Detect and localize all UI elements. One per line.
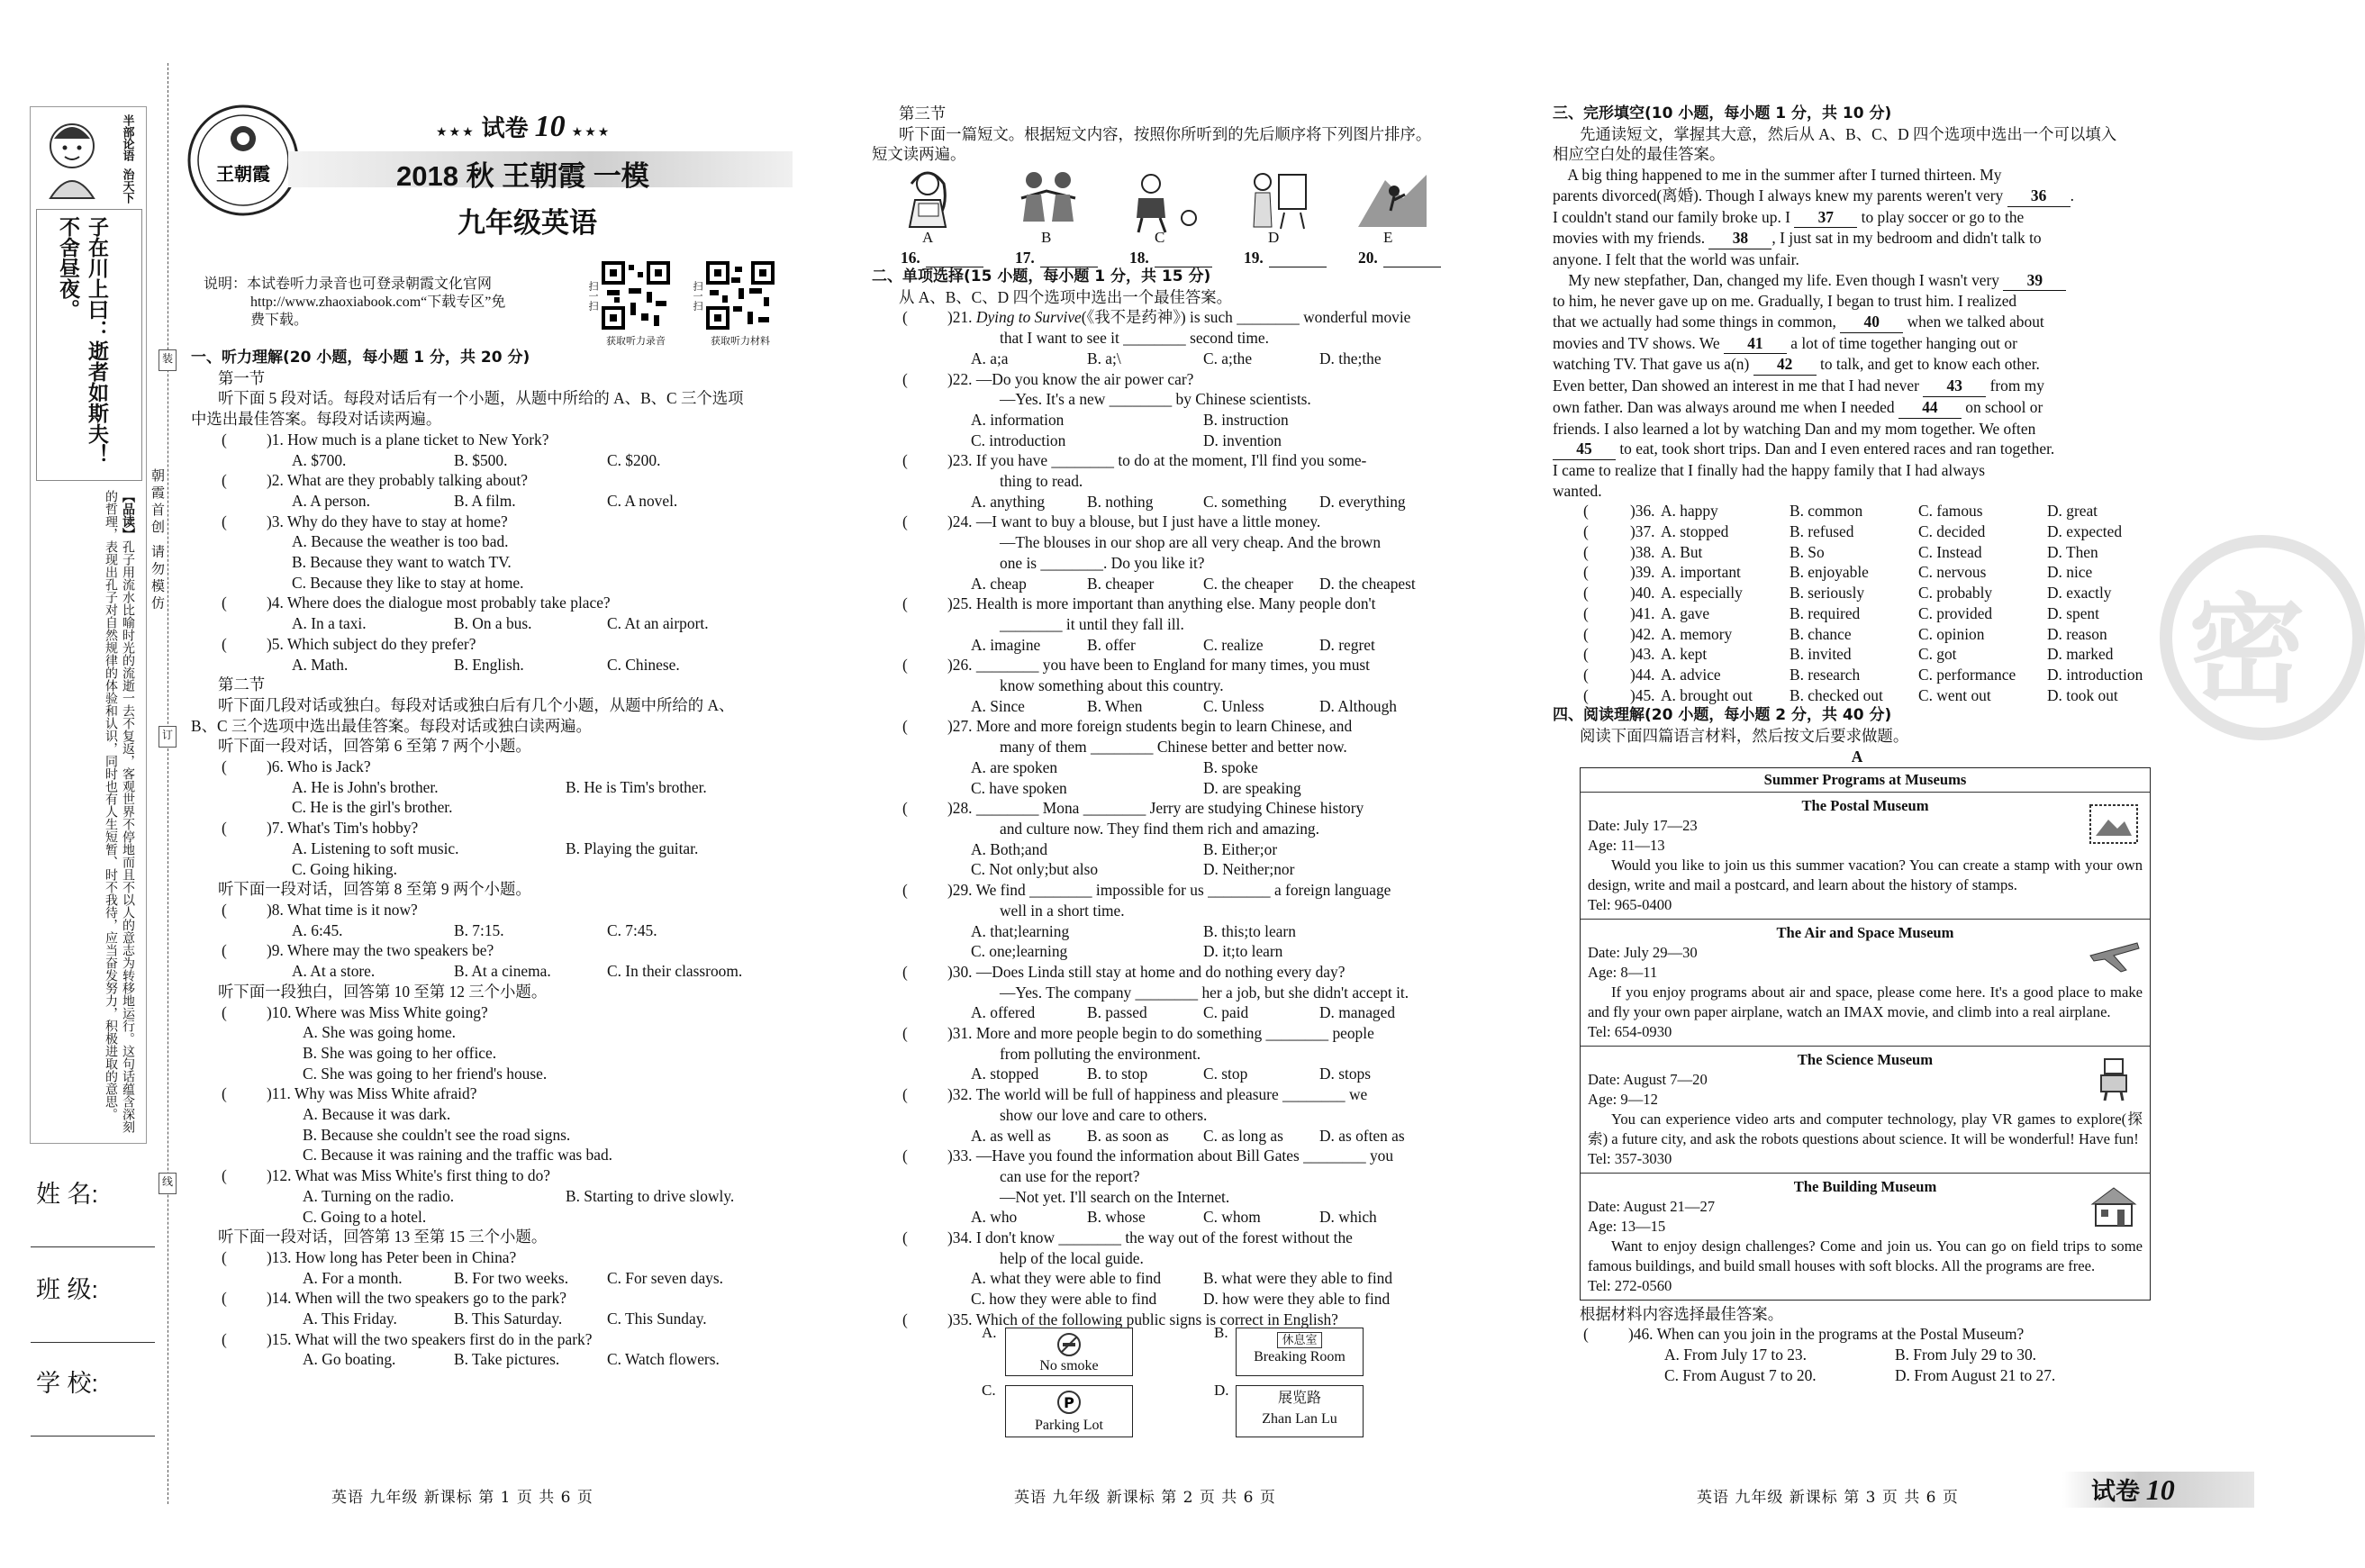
picture-label-b: B [1041, 229, 1052, 246]
question-13[interactable]: ( )13. How long has Peter been in China? [222, 1247, 517, 1266]
option[interactable]: C. Because they like to stay at home. [292, 573, 524, 592]
museum-date: Date: July 17—23 [1588, 816, 1698, 834]
robot-icon [2087, 1056, 2141, 1101]
dialogue-note: 听下面一段对话，回答第 8 至第 9 两个小题。 [218, 880, 531, 899]
sign-a[interactable]: No smoke [1005, 1328, 1133, 1376]
picture-label-a: A [922, 229, 934, 246]
passage-line: friends. I also learned a lot by watching Dan and my mom together. We often [1553, 419, 2036, 438]
proverb-badge: 半部论语 治天下 [121, 114, 135, 204]
question-22[interactable]: ( )22. —Do you know the air power car? —Yes. It's a new ________ by Chinese scientists. A. information B. instruction C. introduction D. invention [902, 369, 1311, 449]
man-painting-icon [1243, 168, 1311, 231]
cloze-options [1553, 501, 2161, 705]
cloze-question-41[interactable]: ( )41. A. gave B. required C. provided D. spent [1583, 603, 2099, 622]
options[interactable]: A. $700. B. $500. C. $200. [292, 450, 661, 469]
picture-row [897, 168, 1455, 249]
question-1[interactable]: ( )1. How much is a plane ticket to New York? [222, 430, 549, 449]
part-heading: 第二节 [218, 675, 266, 694]
seal-word-1: 装 [159, 349, 177, 371]
passage-line: movies and TV shows. We 41 a lot of time together hanging out or [1553, 333, 2161, 355]
name-field-label: 姓 名: [36, 1181, 99, 1208]
question-2[interactable]: ( )2. What are they probably talking about? [222, 471, 528, 490]
museum-tel: Tel: 357-3030 [1588, 1149, 1672, 1167]
passage-line: I couldn't stand our family broke up. I 37 to play soccer or go to the [1553, 207, 2161, 229]
passage-line: A big thing happened to me in the summer after I turned thirteen. My [1553, 166, 2002, 185]
corner-paper-number: 试卷 10 [2091, 1473, 2175, 1506]
question-5[interactable]: ( )5. Which subject do they prefer? [222, 634, 476, 653]
page-footer-3: 英语 九年级 新课标 第 3 页 共 6 页 [1697, 1489, 1959, 1507]
option[interactable]: A. She was going home. [303, 1023, 457, 1042]
dialogue-note: 听下面一段独白，回答第 10 至第 12 三个小题。 [218, 982, 548, 1001]
single-choice-section [872, 267, 1484, 1330]
question-46[interactable]: ( )46. When can you join in the programs at the Postal Museum? [1583, 1325, 2025, 1344]
passage-line: Even better, Dan showed an interest in me that I had never 43 from my [1553, 376, 2161, 397]
no-smoking-icon [1056, 1331, 1083, 1358]
passage-line: movies with my friends. 38 , I just sat in my bedroom and didn't talk to [1553, 228, 2161, 249]
stamp-icon [2087, 802, 2141, 847]
museum-table [1580, 767, 2151, 1301]
passage-letter: A [1851, 747, 1863, 766]
option[interactable]: B. Because they want to watch TV. [292, 553, 512, 572]
table-title: Summer Programs at Museums [1763, 770, 1967, 788]
passage-line: parents divorced(离婚). Though I always knew my parents weren't very 36 . [1553, 186, 2161, 207]
svg-text:P: P [1064, 1394, 1074, 1411]
qr-code-material-icon[interactable] [706, 261, 775, 330]
museum-age: Age: 8—11 [1588, 963, 1658, 981]
confucius-cartoon-icon [34, 112, 110, 202]
museum-entry [1581, 919, 2150, 1046]
sign-d-letter: D. [1214, 1382, 1229, 1399]
question-14[interactable]: ( )14. When will the two speakers go to the park? [222, 1289, 566, 1308]
wangzhaoxia-logo-icon [180, 97, 306, 223]
picture-label-c: C [1155, 229, 1165, 246]
options[interactable]: A. Go boating. B. Take pictures. C. Watch flowers. [303, 1350, 720, 1369]
options[interactable]: A. 6:45. B. 7:15. C. 7:45. [292, 920, 657, 939]
cloze-blank[interactable]: 43 [1923, 376, 1986, 397]
museum-description: Want to enjoy design challenges? Come and join us. You can go on field trips to some famous buildings, and build small houses with soft blocks. All the programs are free. [1588, 1237, 2143, 1274]
section-heading: 三、完形填空(10 小题，每小题 1 分，共 10 分) [1553, 104, 1892, 122]
instruction: 从 A、B、C、D 四个选项中选出一个最佳答案。 [899, 287, 1233, 306]
question-9[interactable]: ( )9. Where may the two speakers be? [222, 941, 494, 960]
instruction: B、C 三个选项中选出最佳答案。每段对话或独白读两遍。 [191, 716, 592, 735]
museum-age: Age: 9—12 [1588, 1090, 1658, 1108]
question-32[interactable]: ( )32. The world will be full of happiness and pleasure ________ we show our love and care to others. A. as well as B. as soon as C. as long as D. as often as [902, 1085, 1405, 1145]
question-21[interactable]: ( )21. Dying to Survive(《我不是药神》) is such ________ wonderful movie that I want to see it ________ second time. A. a;a B. a;\ C. a;the D. the;the [902, 308, 1411, 367]
options[interactable]: A. At a store. B. At a cinema. C. In their classroom. [292, 962, 743, 981]
cloze-question-38[interactable]: ( )38. A. But B. So C. Instead D. Then [1583, 542, 2098, 561]
copyright-stamp: 朝霞首创 请勿模仿 [150, 468, 165, 613]
museum-entry [1581, 792, 2150, 919]
museum-tel: Tel: 965-0400 [1588, 895, 1672, 913]
seal-word-3: 线 [159, 1173, 177, 1194]
museum-tel: Tel: 654-0930 [1588, 1022, 1672, 1040]
question-25[interactable]: ( )25. Health is more important than anything else. Many people don't ________ it until they fall ill. A. imagine B. offer C. realize D. regret [902, 594, 1376, 654]
option[interactable]: C. She was going to her friend's house. [303, 1064, 548, 1083]
museum-name: The Postal Museum [1801, 796, 1929, 814]
option[interactable]: A. Because it was dark. [303, 1105, 451, 1124]
question-26[interactable]: ( )26. ________ you have been to England for many times, you must know something about this country. A. Since B. When C. Unless D. Although [902, 656, 1397, 715]
museum-description: Would you like to join us this summer vacation? You can create a stamp with your own design, write and mail a postcard, and learn about the history of stamps. [1588, 856, 2143, 893]
cloze-question-42[interactable]: ( )42. A. memory B. chance C. opinion D. reason [1583, 624, 2107, 643]
picture-order-answers: 16. 17. 18. 19. 20. [901, 249, 1472, 267]
column-two [872, 104, 1484, 165]
options[interactable]: A. Listening to soft music. B. Playing the guitar. [292, 838, 699, 857]
sign-c-letter: C. [982, 1382, 996, 1399]
instruction: 根据材料内容选择最佳答案。 [1580, 1304, 1784, 1323]
option[interactable]: C. He is the girl's brother. [292, 798, 453, 817]
cloze-blank[interactable]: 39 [2003, 270, 2066, 292]
question-30[interactable]: ( )30. —Does Linda still stay at home and do nothing every day? —Yes. The company ________ her a job, but she didn't accept it. A. offered B. passed C. paid D. managed [902, 962, 1409, 1022]
parking-icon [1056, 1389, 1083, 1416]
question-29[interactable]: ( )29. We find ________ impossible for us ________ a foreign language well in a short time. A. that;learning B. this;to learn C. one;learning D. it;to learn [902, 881, 1391, 961]
class-field-label: 班 级: [36, 1276, 99, 1303]
pindu-label: 【品读】 [122, 490, 136, 540]
qr-code-audio-icon[interactable] [602, 261, 670, 330]
house-icon [2087, 1183, 2141, 1228]
option[interactable]: B. She was going to her office. [303, 1043, 497, 1062]
question-10[interactable]: ( )10. Where was Miss White going? [222, 1002, 488, 1021]
confucius-quote: 子在川上曰：逝者如斯夫！不舍昼夜。 [57, 216, 109, 465]
instruction: 听下面一篇短文。根据短文内容，按照你所听到的先后顺序将下列图片排序。 [899, 124, 1432, 143]
passage-line: My new stepfather, Dan, changed my life. Even though I wasn't very 39 [1553, 270, 2161, 292]
cloze-blank[interactable]: 44 [1898, 397, 1962, 419]
options[interactable]: A. Turning on the radio. B. Starting to drive slowly. [303, 1186, 735, 1205]
school-field-label: 学 校: [36, 1370, 99, 1397]
page-footer-1: 英语 九年级 新课标 第 1 页 共 6 页 [331, 1489, 594, 1507]
museum-name: The Air and Space Museum [1776, 923, 1954, 941]
sign-c[interactable]: P Parking Lot [1005, 1385, 1133, 1437]
cloze-blank[interactable]: 45 [1553, 439, 1616, 460]
question-35[interactable]: ( )35. Which of the following public signs is correct in English? [902, 1310, 1338, 1328]
section-heading: 一、听力理解(20 小题，每小题 1 分，共 20 分) [191, 349, 530, 367]
part-heading: 第三节 [899, 104, 947, 122]
options[interactable]: A. He is John's brother. B. He is Tim's brother. [292, 777, 707, 796]
cloze-blank[interactable]: 36 [2007, 186, 2071, 207]
options[interactable]: C. From August 7 to 20. D. From August 21 to 27. [1664, 1365, 2056, 1384]
pindu-box [36, 486, 140, 1144]
instruction: 先通读短文，掌握其大意，然后从 A、B、C、D 四个选项中选出一个可以填入 [1580, 124, 2117, 143]
part-heading: 第一节 [218, 368, 266, 387]
picture-label-d: D [1268, 229, 1280, 246]
public-signs [982, 1322, 1378, 1439]
watermark-seal: 密 [2160, 535, 2365, 740]
cloze-blank[interactable]: 38 [1708, 228, 1771, 249]
page-title: 2018 秋 王朝霞 一模 [396, 160, 649, 192]
qr1-caption: 获取听力录音 [606, 336, 666, 347]
options[interactable]: A. Math. B. English. C. Chinese. [292, 655, 680, 674]
cloze-question-44[interactable]: ( )44. A. advice B. research C. performance D. introduction [1583, 665, 2143, 684]
museum-tel: Tel: 272-0560 [1588, 1276, 1672, 1294]
question-15[interactable]: ( )15. What will the two speakers first do in the park? [222, 1329, 593, 1348]
options[interactable]: A. From July 17 to 23. B. From July 29 to 30. [1664, 1345, 2037, 1364]
question-33[interactable]: ( )33. —Have you found the information about Bill Gates ________ you can use for the report? —Not yet. I'll search on the Internet. A. who B. whose C. whom D. which [902, 1147, 1394, 1227]
museum-description: If you enjoy programs about air and space, please come here. It's a good place to make and fly your own paper airplane, watch an IMAX movie, and climb into a real airplane. [1588, 983, 2143, 1020]
school-field-line[interactable] [31, 1436, 155, 1437]
cloze-blank[interactable]: 41 [1724, 333, 1787, 355]
museum-name: The Building Museum [1793, 1177, 1937, 1195]
options[interactable]: A. A person. B. A film. C. A novel. [292, 491, 678, 510]
answer-blank-19[interactable] [1269, 249, 1327, 267]
seal-word-2: 订 [159, 726, 177, 748]
museum-age: Age: 13—15 [1588, 1217, 1666, 1235]
paper-number: ★★★ 试卷 10 ★★★ [436, 110, 612, 143]
sign-d[interactable]: 展览路 Zhan Lan Lu [1236, 1385, 1364, 1437]
options[interactable]: A. In a taxi. B. On a bus. C. At an airport. [292, 614, 709, 633]
question-6[interactable]: ( )6. Who is Jack? [222, 757, 371, 776]
name-field-line[interactable] [31, 1246, 155, 1247]
cloze-question-36[interactable]: ( )36. A. happy B. common C. famous D. great [1583, 502, 2098, 521]
page-footer-2: 英语 九年级 新课标 第 2 页 共 6 页 [1014, 1489, 1276, 1507]
question-34[interactable]: ( )34. I don't know ________ the way out of the forest without the help of the local guide. A. what they were able to find B. what were they able to find C. how they were able to find D. how were they able to find [902, 1228, 1393, 1309]
audio-download-note: 说明：本试卷听力录音也可登录朝霞文化官网 http://www.zhaoxiabook.com“下载专区”免 费下载。 [204, 276, 506, 328]
question-11[interactable]: ( )11. Why was Miss White afraid? [222, 1084, 477, 1103]
option[interactable]: C. Going to a hotel. [303, 1207, 427, 1226]
cloze-section [1553, 104, 2161, 1385]
museum-entry [1581, 1173, 2150, 1300]
passage-line: that we actually had some things in common, 40 when we talked about [1553, 312, 2161, 333]
listening-section [191, 348, 803, 1370]
qr2-caption: 获取听力材料 [711, 336, 770, 347]
question-31[interactable]: ( )31. More and more people begin to do something ________ people from polluting the environment. A. stopped B. to stop C. stop D. stops [902, 1024, 1374, 1083]
cloze-blank[interactable]: 42 [1753, 354, 1817, 376]
options[interactable]: A. This Friday. B. This Saturday. C. This Sunday. [303, 1310, 707, 1328]
question-4[interactable]: ( )4. Where does the dialogue most probably take place? [222, 594, 611, 612]
question-23[interactable]: ( )23. If you have ________ to do at the moment, I'll find you some- thing to read. A. anything B. nothing C. something D. everything [902, 451, 1406, 511]
options[interactable]: A. For a month. B. For two weeks. C. For seven days. [303, 1268, 723, 1287]
mcq-list [872, 307, 1484, 1329]
section-heading: 四、阅读理解(20 小题，每小题 2 分，共 40 分) [1553, 706, 1892, 725]
airplane-icon [2087, 929, 2141, 974]
option[interactable]: C. Because it was raining and the traffic was bad. [303, 1146, 612, 1165]
class-field-line[interactable] [31, 1342, 155, 1343]
instruction: 阅读下面四篇语言材料，然后按文后要求做题。 [1580, 727, 1909, 746]
answer-blank-17[interactable] [1040, 249, 1098, 267]
person-climbing-icon [1358, 171, 1427, 229]
sign-a-letter: A. [982, 1324, 997, 1341]
museum-name: The Science Museum [1797, 1050, 1934, 1068]
passage-line: wanted. [1553, 481, 1602, 500]
passage-line: 45 to eat, took short trips. Dan and I even entered races and ran together. [1553, 439, 2161, 460]
passage-line: anyone. I felt that the world was unfair. [1553, 249, 1799, 268]
museum-date: Date: August 21—27 [1588, 1197, 1716, 1215]
question-3[interactable]: ( )3. Why do they have to stay at home? [222, 512, 508, 530]
cloze-question-37[interactable]: ( )37. A. stopped B. refused C. decided D. expected [1583, 522, 2123, 541]
question-8[interactable]: ( )8. What time is it now? [222, 900, 418, 919]
cloze-blank[interactable]: 40 [1840, 312, 1903, 333]
answer-blank-16[interactable] [926, 249, 983, 267]
instruction: 听下面几段对话或独白。每段对话或独白后有几个小题，从题中所给的 A、 [218, 695, 735, 714]
pindu-text: 孔子用流水比喻时光的流逝一去不复返，客观世界不停地而且不以人的意志为转移地运行。这句话蕴含深刻的哲理，表现出孔子对自然规律的体验和认识，同时也有人生短暂、时不我待，应当奋发努力，积极进取的意思。 [104, 490, 136, 1133]
option[interactable]: B. Because she couldn't see the road signs. [303, 1125, 571, 1144]
qr1-side-text: 扫一扫 [587, 281, 598, 311]
option[interactable]: A. Because the weather is too bad. [292, 532, 509, 551]
museum-description: You can experience video arts and computer technology, play VR games to explore(探索) a future city, and ask the robots questions about science. It will be wonderful! Have fun! [1588, 1110, 2143, 1147]
cloze-blank[interactable]: 37 [1794, 207, 1857, 229]
instruction: 听下面 5 段对话。每段对话后有一个小题，从题中所给的 A、B、C 三个选项 [218, 389, 744, 408]
cloze-question-39[interactable]: ( )39. A. important B. enjoyable C. nervous D. nice [1583, 563, 2093, 582]
passage-line: to him, he never gave up on me. Gradually, I began to trust him. I realized [1553, 292, 2017, 311]
sign-b-letter: B. [1214, 1324, 1228, 1341]
passage-line: own father. Dan was always around me when I needed 44 on school or [1553, 397, 2161, 419]
passage-line: I came to realize that I finally had the happy family that I had always [1553, 460, 1985, 479]
question-28[interactable]: ( )28. ________ Mona ________ Jerry are studying Chinese history and culture now. They find them rich and amazing. A. Both;and B. Either;or C. Not only;but also D. Neither;nor [902, 799, 1364, 879]
cloze-question-40[interactable]: ( )40. A. especially B. seriously C. probably D. exactly [1583, 584, 2112, 603]
question-24[interactable]: ( )24. —I want to buy a blouse, but I just have a little money. —The blouses in our shop are all very cheap. And the brown one is ________. Do you like it? A. cheap B. cheaper C. the cheaper D. the cheapest [902, 512, 1416, 593]
question-7[interactable]: ( )7. What's Tim's hobby? [222, 819, 419, 838]
question-27[interactable]: ( )27. More and more foreign students begin to learn Chinese, and many of them ________ Chinese better and better now. A. are spoken B. spoke C. have spoken D. are speaking [902, 717, 1353, 797]
museum-date: Date: August 7—20 [1588, 1070, 1708, 1088]
dialogue-note: 听下面一段对话，回答第 6 至第 7 两个小题。 [218, 737, 531, 756]
answer-blank-18[interactable] [1155, 249, 1212, 267]
section-heading: 二、单项选择(15 小题，每小题 1 分，共 15 分) [872, 267, 1211, 286]
option[interactable]: C. Going hiking. [292, 859, 397, 878]
instruction: 中选出最佳答案。每段对话读两遍。 [191, 410, 442, 429]
people-dancing-icon [1014, 168, 1083, 231]
cloze-passage [1553, 165, 2161, 501]
qr2-side-text: 扫一扫 [692, 281, 702, 311]
instruction: 相应空白处的最佳答案。 [1553, 145, 1726, 164]
question-12[interactable]: ( )12. What was Miss White's first thing to do? [222, 1166, 551, 1185]
answer-blank-20[interactable] [1383, 249, 1441, 267]
cloze-question-43[interactable]: ( )43. A. kept B. invited C. got D. marked [1583, 645, 2114, 664]
page-subtitle: 九年级英语 [458, 207, 597, 239]
girl-reading-icon [897, 168, 960, 231]
boy-playing-ball-icon [1129, 171, 1201, 234]
museum-age: Age: 11—13 [1588, 836, 1665, 854]
picture-label-e: E [1383, 229, 1393, 246]
passage-line: watching TV. That gave us a(n) 42 to talk, and get to know each other. [1553, 354, 2161, 376]
museum-entry [1581, 1046, 2150, 1173]
dialogue-note: 听下面一段对话，回答第 13 至第 15 三个小题。 [218, 1228, 548, 1246]
museum-date: Date: July 29—30 [1588, 943, 1698, 961]
cloze-question-45[interactable]: ( )45. A. brought out B. checked out C. went out D. took out [1583, 685, 2118, 704]
sign-b[interactable]: 休息室 Breaking Room [1236, 1328, 1364, 1376]
instruction: 短文读两遍。 [872, 145, 966, 164]
logo-text: 王朝霞 [216, 163, 270, 185]
